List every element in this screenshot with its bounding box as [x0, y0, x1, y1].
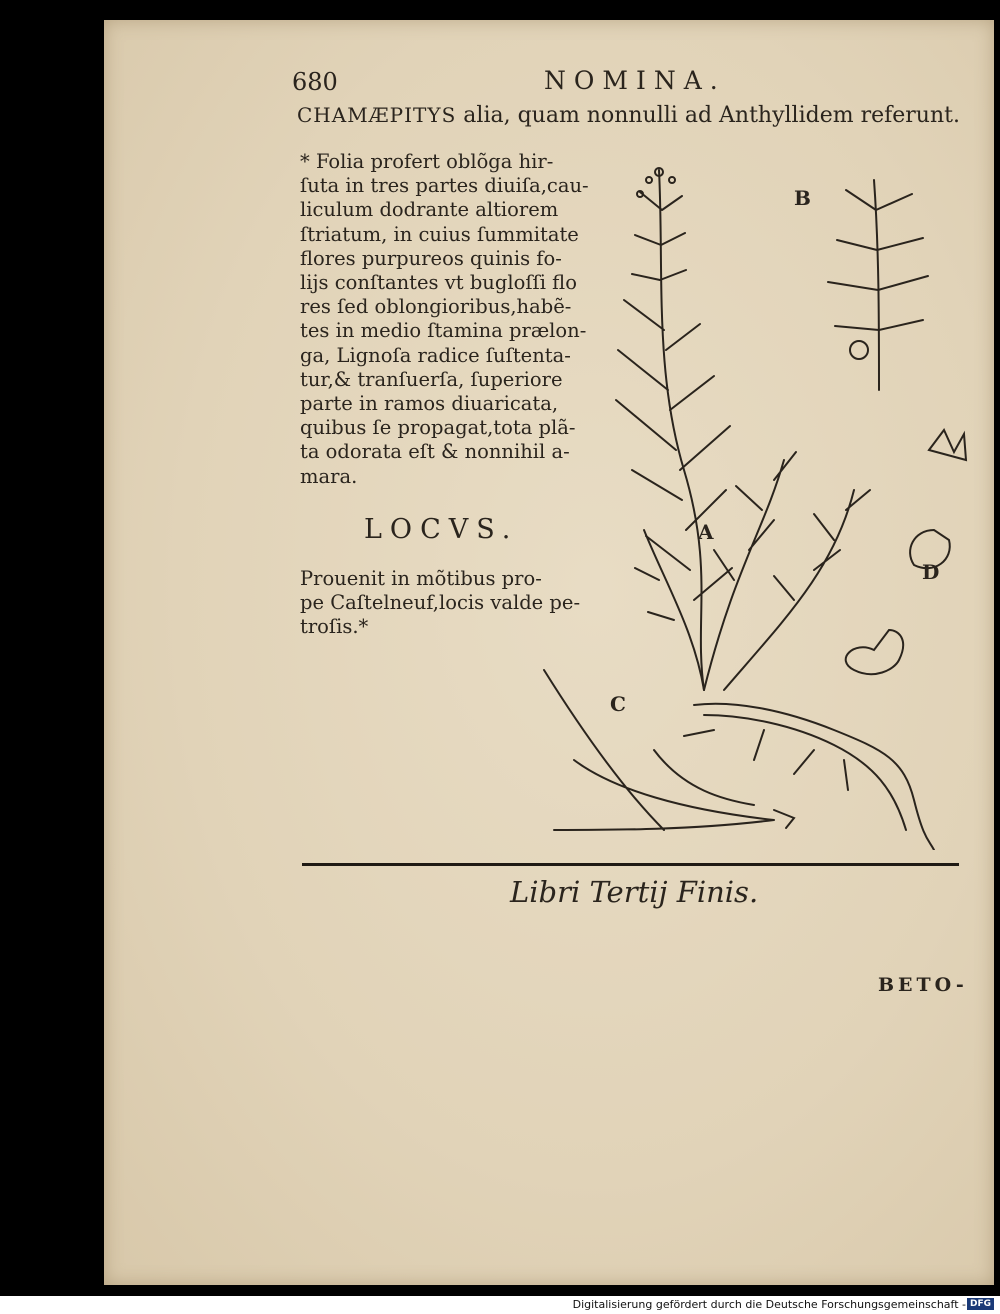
book-end-title: Libri Tertij Finis. — [510, 875, 759, 909]
running-head: NOMINA. — [544, 66, 726, 95]
horizontal-rule — [302, 863, 959, 866]
footer-credit: Digitalisierung gefördert durch die Deutsche Forschungsgemeinschaft - — [572, 1298, 966, 1311]
locus-line: Prouenit in mõtibus pro- — [300, 567, 542, 590]
description-line: mara. — [300, 464, 358, 488]
figure-label-d: D — [922, 560, 940, 584]
figure-label-b: B — [794, 186, 811, 210]
figure-label-c: C — [610, 692, 626, 716]
dfg-logo: DFG — [967, 1298, 994, 1310]
figure-label-a: A — [698, 520, 714, 544]
description-line: res ſed oblongioribus,habẽ- — [300, 295, 572, 319]
book-page — [104, 20, 994, 1285]
description-line: tes in medio ſtamina prælon- — [300, 319, 587, 343]
plant-caption — [297, 103, 960, 128]
plant-name: CHAMÆPITYS — [297, 103, 457, 127]
page-number: 680 — [292, 68, 338, 96]
locus-line: troſis.* — [300, 615, 369, 639]
description-line: ſtriatum, in cuius ſummitate — [300, 222, 579, 246]
description-line: parte in ramos diuaricata, — [300, 392, 559, 416]
locus-paragraph — [300, 567, 581, 640]
description-line: flores purpureos quinis fo- — [300, 246, 562, 270]
locus-heading: LOCVS. — [364, 514, 519, 545]
description-line: ga, Lignoſa radice ſuſtenta- — [300, 343, 571, 367]
description-paragraph — [300, 150, 589, 489]
description-line: ſuta in tres partes diuiſa,cau- — [300, 174, 589, 198]
description-line: tur,& tranſuerſa, ſuperiore — [300, 367, 563, 391]
caption-rest: alia, quam nonnulli ad Anthyllidem referunt. — [456, 103, 960, 128]
description-line: quibus ſe propagat,tota plã- — [300, 416, 576, 440]
description-line: liculum dodrante altiorem — [300, 198, 559, 222]
locus-line: pe Caſtelneuf,locis valde pe- — [300, 591, 581, 615]
description-line: lijs conſtantes vt bugloſſi flo — [300, 271, 577, 295]
catchword: BETO- — [878, 974, 968, 996]
description-line: ta odorata eſt & nonnihil a- — [300, 440, 570, 464]
plant-woodcut-illustration — [534, 150, 974, 850]
description-line: * Folia profert oblõga hir- — [300, 150, 554, 173]
